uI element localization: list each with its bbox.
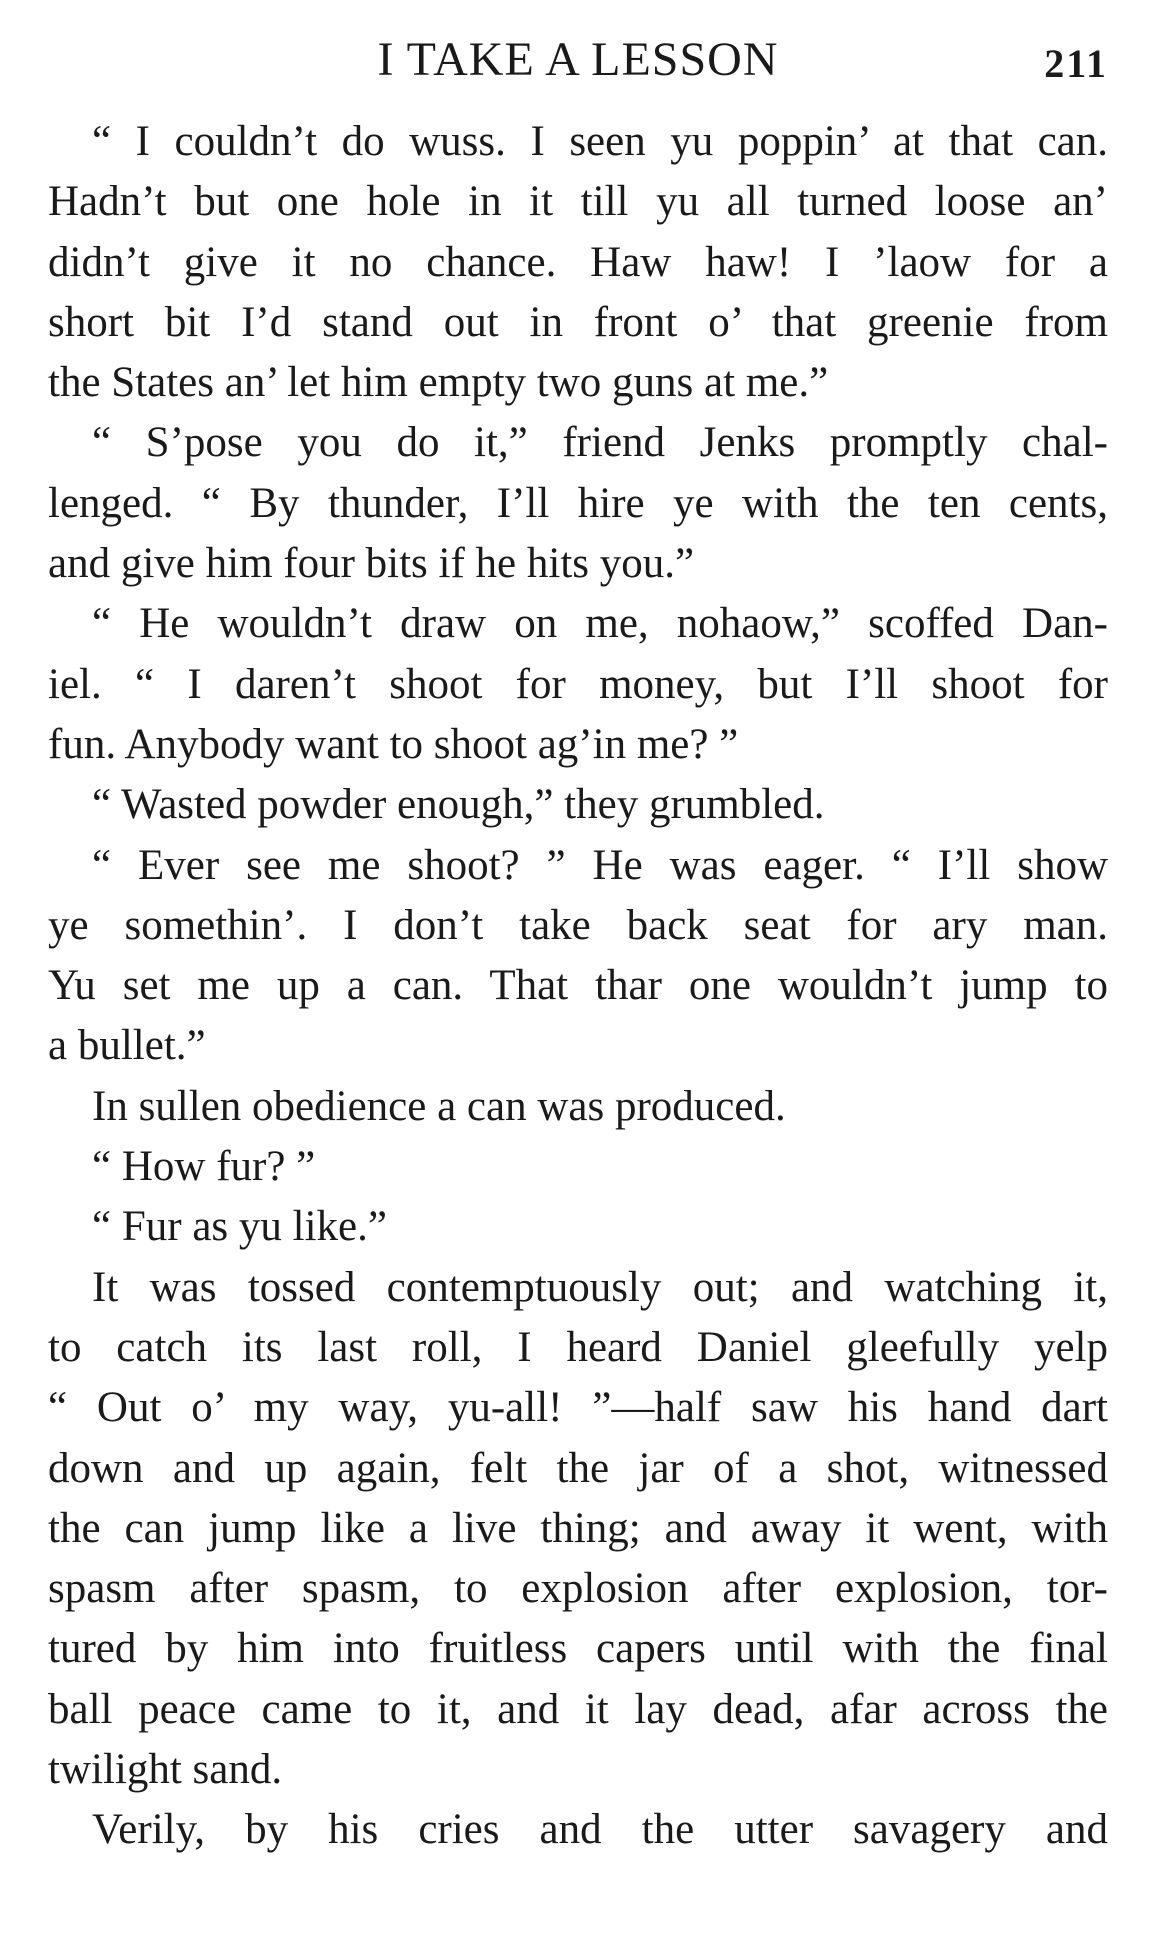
text-line: tured by him into fruitless capers until with the final	[48, 1625, 1108, 1673]
text-line: short bit I’d stand out in front o’ that greenie from	[48, 298, 1108, 346]
text-line: “ Fur as yu like.”	[92, 1203, 387, 1251]
text-line: “ How fur? ”	[92, 1143, 316, 1191]
text-line: “ He wouldn’t draw on me, nohaow,” scoffed Dan-	[92, 600, 1108, 648]
text-line: “ Out o’ my way, yu-all! ”—half saw his hand dart	[48, 1384, 1108, 1432]
text-line: to catch its last roll, I heard Daniel gleefully yelp	[48, 1323, 1108, 1371]
text-line: the can jump like a live thing; and away it went, with	[48, 1504, 1108, 1552]
text-line: down and up again, felt the jar of a shot, witnessed	[48, 1444, 1108, 1492]
text-line: ye somethin’. I don’t take back seat for ary man.	[48, 901, 1108, 949]
text-line: “ Ever see me shoot? ” He was eager. “ I’ll show	[92, 841, 1108, 889]
text-line: twilight sand.	[48, 1746, 283, 1794]
text-line: iel. “ I daren’t shoot for money, but I’ll shoot for	[48, 660, 1108, 708]
page-number: 211	[1044, 41, 1108, 86]
text-line: It was tossed contemptuously out; and watching it,	[92, 1263, 1108, 1311]
text-line: a bullet.”	[48, 1022, 206, 1070]
text-line: Verily, by his cries and the utter savagery and	[92, 1806, 1108, 1854]
text-line: “ S’pose you do it,” friend Jenks promptly chal-	[92, 419, 1108, 467]
text-line: lenged. “ By thunder, I’ll hire ye with the ten cents,	[48, 479, 1108, 527]
text-line: ball peace came to it, and it lay dead, afar across the	[48, 1685, 1108, 1733]
page-header	[48, 28, 1108, 92]
text-line: Hadn’t but one hole in it till yu all turned loose an’	[48, 178, 1108, 226]
text-line: Yu set me up a can. That thar one wouldn’t jump to	[48, 962, 1108, 1010]
text-line: In sullen obedience a can was produced.	[92, 1082, 786, 1130]
text-line: and give him four bits if he hits you.”	[48, 540, 695, 588]
body-text	[48, 112, 1108, 1861]
text-line: didn’t give it no chance. Haw haw! I ’laow for a	[48, 238, 1108, 286]
text-line: fun. Anybody want to shoot ag’in me? ”	[48, 720, 739, 768]
text-line: the States an’ let him empty two guns at me.”	[48, 359, 829, 407]
text-line: “ I couldn’t do wuss. I seen yu poppin’ at that can.	[92, 118, 1108, 165]
text-line: spasm after spasm, to explosion after explosion, tor-	[48, 1565, 1108, 1613]
running-title: I TAKE A LESSON	[377, 33, 779, 86]
text-line: “ Wasted powder enough,” they grumbled.	[92, 781, 825, 829]
